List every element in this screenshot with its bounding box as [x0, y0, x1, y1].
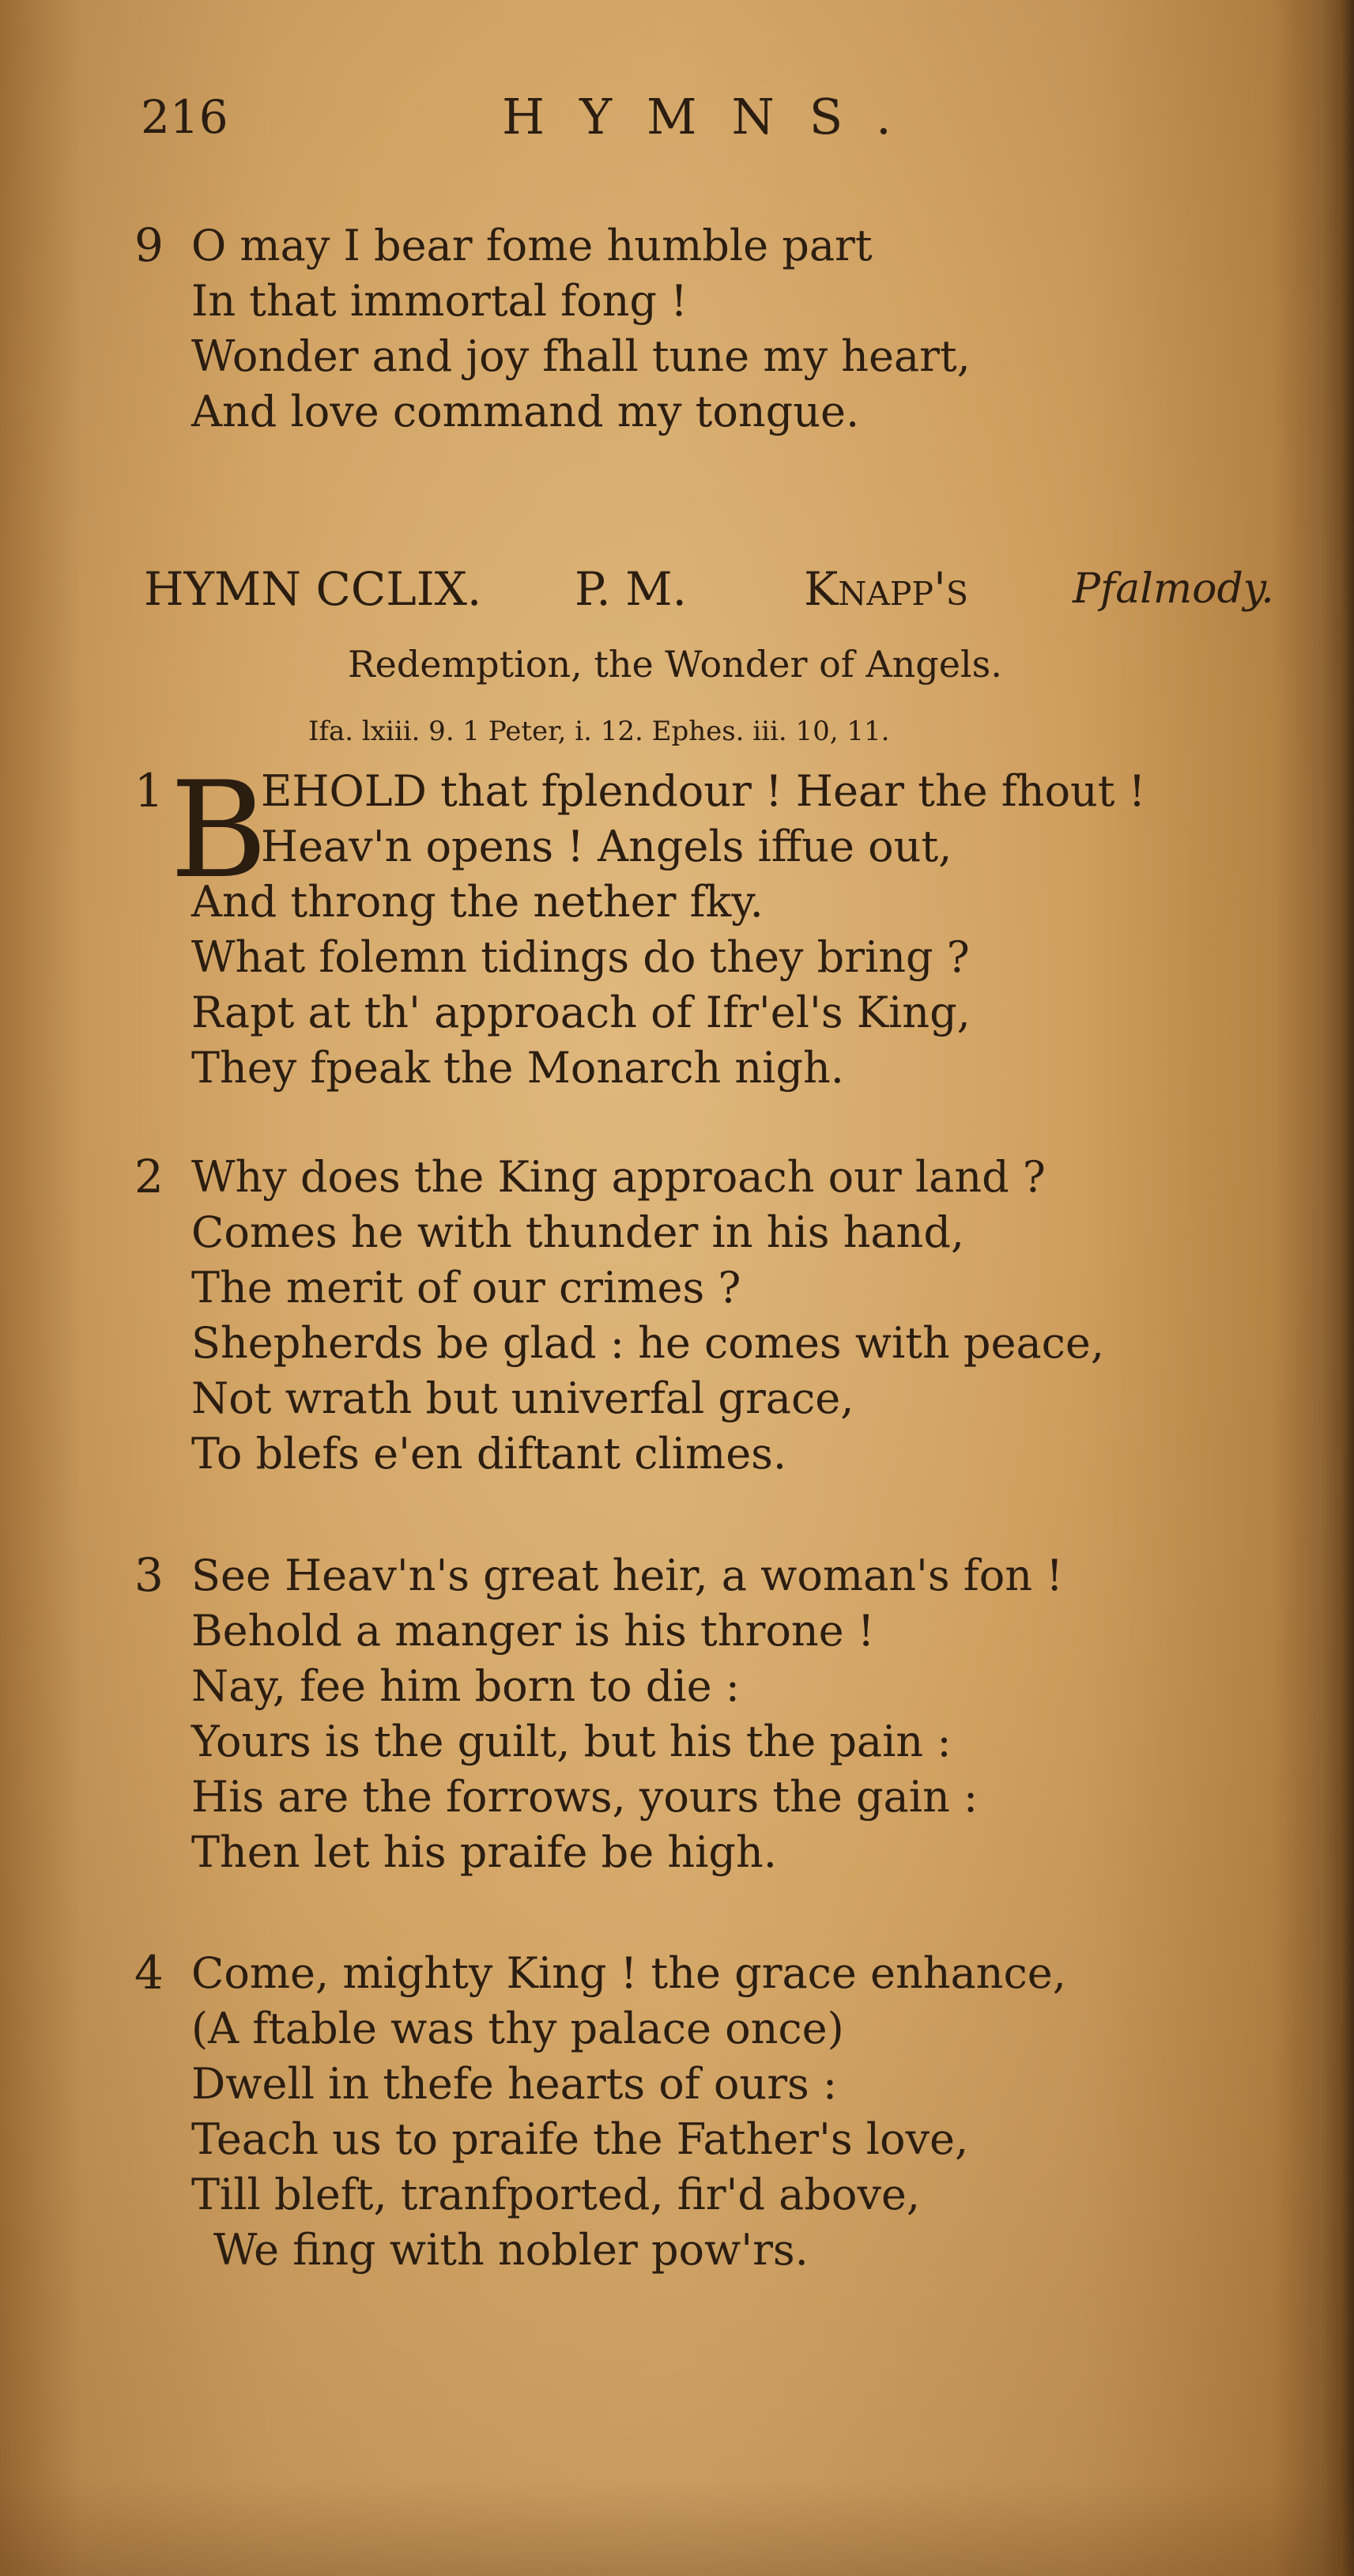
verse-line: Comes he with thunder in his hand,: [191, 1207, 965, 1257]
verse-line: Come, mighty King ! the grace enhance,: [191, 1948, 1066, 1998]
drop-cap: B: [170, 753, 268, 908]
hymn-subtitle: Redemption, the Wonder of Angels.: [348, 643, 1002, 686]
hymn-author: Knapp's: [804, 562, 969, 616]
stanza-number: 2: [134, 1150, 164, 1203]
verse-line: And love command my tongue.: [191, 387, 860, 436]
verse-line: O may I bear fome humble part: [191, 221, 873, 270]
verse-line: Not wrath but univerfal grace,: [191, 1373, 854, 1423]
stanza-number: 3: [134, 1548, 164, 1602]
verse-line: EHOLD that fplendour ! Hear the fhout !: [261, 766, 1146, 816]
verse-line: Teach us to praife the Father's love,: [191, 2114, 969, 2164]
verse-line: They fpeak the Monarch nigh.: [191, 1043, 844, 1093]
verse-line: (A ftable was thy palace once): [191, 2004, 844, 2053]
verse-line: What folemn tidings do they bring ?: [191, 932, 970, 982]
verse-line: Shepherds be glad : he comes with peace,: [191, 1318, 1105, 1368]
verse-line: Wonder and joy fhall tune my heart,: [191, 331, 971, 381]
verse-line: Nay, fee him born to die :: [191, 1661, 740, 1711]
verse-line: Behold a manger is his throne !: [191, 1606, 875, 1656]
scripture-references: Ifa. lxiii. 9. 1 Peter, i. 12. Ephes. iii. 10, 11.: [308, 716, 890, 747]
verse-line: Dwell in thefe hearts of ours :: [191, 2059, 838, 2109]
verse-line: Till bleft, tranfported, fir'd above,: [191, 2170, 921, 2219]
verse-line: Rapt at th' approach of Ifr'el's King,: [191, 988, 971, 1037]
verse-line: Heav'n opens ! Angels iffue out,: [261, 822, 952, 871]
hymn-heading: [144, 553, 1329, 625]
verse-line: In that immortal fong !: [191, 276, 688, 326]
page-edge-shadow: [1322, 0, 1354, 2576]
verse-line: Why does the King approach our land ?: [191, 1152, 1046, 1202]
stanza-number: 1: [134, 764, 164, 818]
verse-line: Then let his praife be high.: [191, 1827, 777, 1877]
page-bottom-shadow: [0, 2481, 1354, 2576]
hymn-number: HYMN CCLIX.: [144, 562, 482, 616]
verse-line: To blefs e'en diftant climes.: [191, 1429, 787, 1479]
verse-line: And throng the nether fky.: [191, 877, 764, 927]
verse-line: We fing with nobler pow'rs.: [213, 2225, 809, 2275]
verse-line: See Heav'n's great heir, a woman's fon !: [191, 1551, 1063, 1600]
stanza-number: 4: [134, 1946, 164, 2000]
hymn-source: Pfalmody.: [1073, 565, 1274, 613]
running-head: [134, 85, 1162, 149]
stanza-number: 9: [134, 218, 164, 272]
page-number: 216: [141, 90, 228, 144]
verse-line: His are the forrows, yours the gain :: [191, 1772, 979, 1822]
hymn-meter: P. M.: [575, 562, 687, 616]
verse-line: The merit of our crimes ?: [191, 1263, 741, 1313]
verse-line: Yours is the guilt, but his the pain :: [191, 1717, 952, 1766]
running-title: HYMNS.: [502, 88, 926, 145]
